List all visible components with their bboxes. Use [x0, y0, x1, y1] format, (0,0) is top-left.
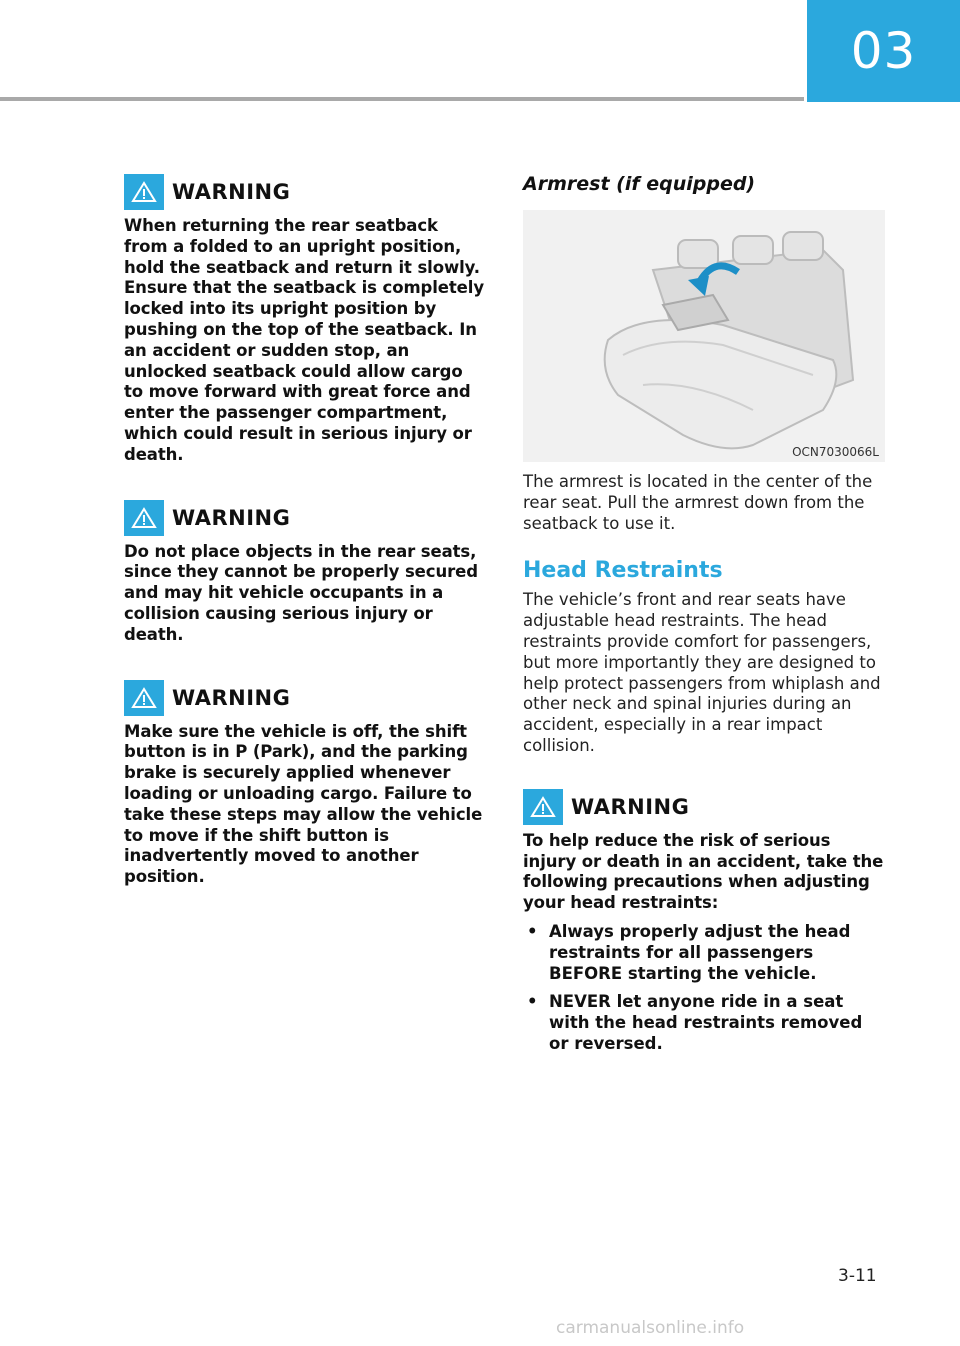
- left-column: [124, 172, 486, 920]
- warning-triangle-icon: [124, 680, 164, 716]
- right-column: [523, 172, 885, 1087]
- warning-block-head-restraints: [523, 787, 885, 1055]
- chapter-number: 03: [850, 22, 917, 80]
- bullet-icon: •: [527, 921, 538, 941]
- armrest-heading: Armrest (if equipped): [523, 173, 756, 195]
- warning-block-2: [124, 498, 486, 646]
- page-number: 3-11: [838, 1266, 877, 1286]
- bullet-icon: •: [527, 992, 538, 1012]
- warning-text: To help reduce the risk of serious injury or death in an accident, take the following precautions when adjusting your head restraints:: [523, 830, 884, 913]
- list-item: [523, 922, 885, 984]
- list-item: [523, 992, 885, 1054]
- warning-text: When returning the rear seatback from a folded to an upright position, hold the seatback and return it slowly. Ensure that the seatback is completely locked into its upright position by pushing on the top of the seatback. In an accident or sudden stop, an unlocked seatback could allow cargo to move forward with great force and enter the passenger compartment, which could result in serious injury or death.: [124, 216, 484, 464]
- warning-header: [523, 787, 885, 827]
- armrest-description: The armrest is located in the center of the rear seat. Pull the armrest down from the seatback to use it.: [523, 472, 873, 533]
- header-rule: [0, 97, 804, 101]
- rear-seat-drawing: [523, 210, 885, 462]
- warning-header: [124, 498, 486, 538]
- warning-title: WARNING: [172, 505, 291, 530]
- watermark: carmanualsonline.info: [556, 1318, 745, 1338]
- list-item-text: Always properly adjust the head restraints for all passengers BEFORE starting the vehicle.: [549, 921, 851, 983]
- head-restraints-heading: Head Restraints: [523, 558, 723, 584]
- warning-text: Make sure the vehicle is off, the shift button is in P (Park), and the parking brake is securely applied whenever loading or unloading cargo. Failure to take these steps may allow the vehicle to move if the shift button is inadvertently moved to another position.: [124, 721, 483, 887]
- warning-triangle-icon: [523, 789, 563, 825]
- warning-header: [124, 678, 486, 718]
- armrest-illustration: [523, 210, 885, 462]
- list-item-text: NEVER let anyone ride in a seat with the head restraints removed or reversed.: [549, 992, 863, 1053]
- warning-header: [124, 172, 486, 212]
- warning-triangle-icon: [124, 174, 164, 210]
- warning-triangle-icon: [124, 500, 164, 536]
- warning-title: WARNING: [172, 685, 291, 710]
- warning-text: Do not place objects in the rear seats, since they cannot be properly secured and may hit vehicle occupants in a collision causing serious injury or death.: [124, 541, 478, 644]
- figure-code: OCN7030066L: [792, 445, 879, 459]
- head-restraints-description: The vehicle’s front and rear seats have adjustable head restraints. The head restraints provide comfort for passengers, but more importantly they are designed to help protect passengers from whiplash and other neck and spinal injuries during an accident, especially in a rear impact collision.: [523, 590, 881, 755]
- warning-block-1: [124, 172, 486, 466]
- precautions-list: [523, 922, 885, 1055]
- warning-title: WARNING: [571, 794, 690, 819]
- warning-title: WARNING: [172, 180, 291, 204]
- warning-block-3: [124, 678, 486, 888]
- chapter-tab: [807, 0, 960, 102]
